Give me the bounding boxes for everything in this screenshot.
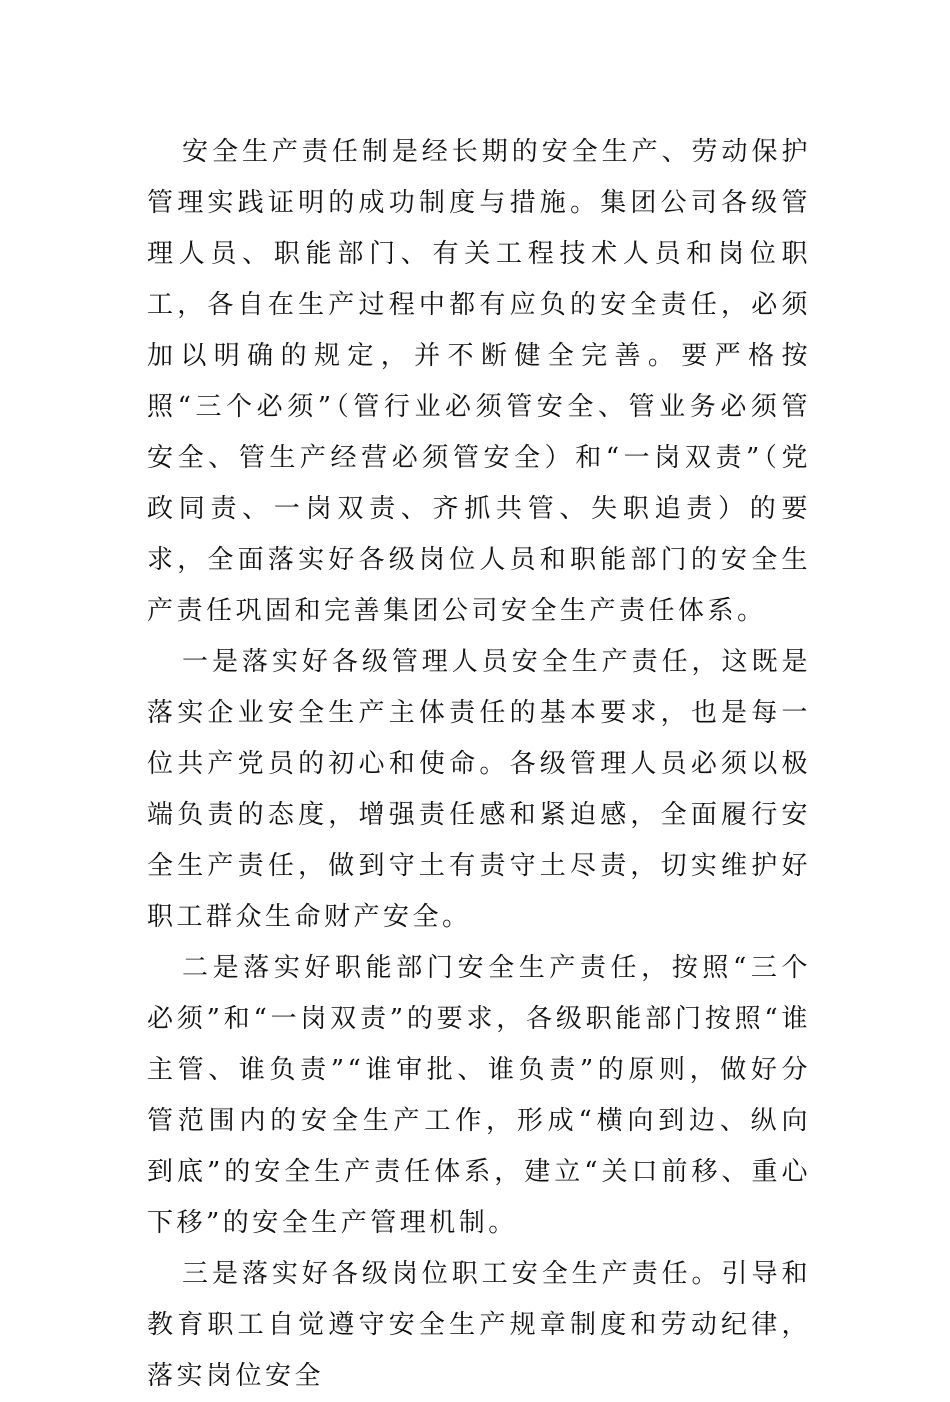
document-body xyxy=(147,127,811,1402)
paragraph-management-responsibility: 一是落实好各级管理人员安全生产责任，这既是落实企业安全生产主体责任的基本要求，也是每一位共产党员的初心和使命。各级管理人员必须以极端负责的态度，增强责任感和紧迫感，全面履行安全生产责任，做到守土有责守土尽责，切实维护好职工群众生命财产安全。 xyxy=(147,647,811,932)
paragraph-intro: 安全生产责任制是经长期的安全生产、劳动保护管理实践证明的成功制度与措施。集团公司各级管理人员、职能部门、有关工程技术人员和岗位职工，各自在生产过程中都有应负的安全责任，必须加以明确的规定，并不断健全完善。要严格按照“三个必须”（管行业必须管安全、管业务必须管安全、管生产经营必须管安全）和“一岗双责”（党政同责、一岗双责、齐抓共管、失职追责）的要求，全面落实好各级岗位人员和职能部门的安全生产责任巩固和完善集团公司安全生产责任体系。 xyxy=(147,137,811,626)
paragraph-staff-responsibility: 三是落实好各级岗位职工安全生产责任。引导和教育职工自觉遵守安全生产规章制度和劳动纪律，落实岗位安全 xyxy=(147,1259,811,1391)
paragraph-department-responsibility: 二是落实好职能部门安全生产责任，按照“三个必须”和“一岗双责”的要求，各级职能部门按照“谁主管、谁负责”“谁审批、谁负责”的原则，做好分管范围内的安全生产工作，形成“横向到边、纵向到底”的安全生产责任体系，建立“关口前移、重心下移”的安全生产管理机制。 xyxy=(147,953,811,1238)
